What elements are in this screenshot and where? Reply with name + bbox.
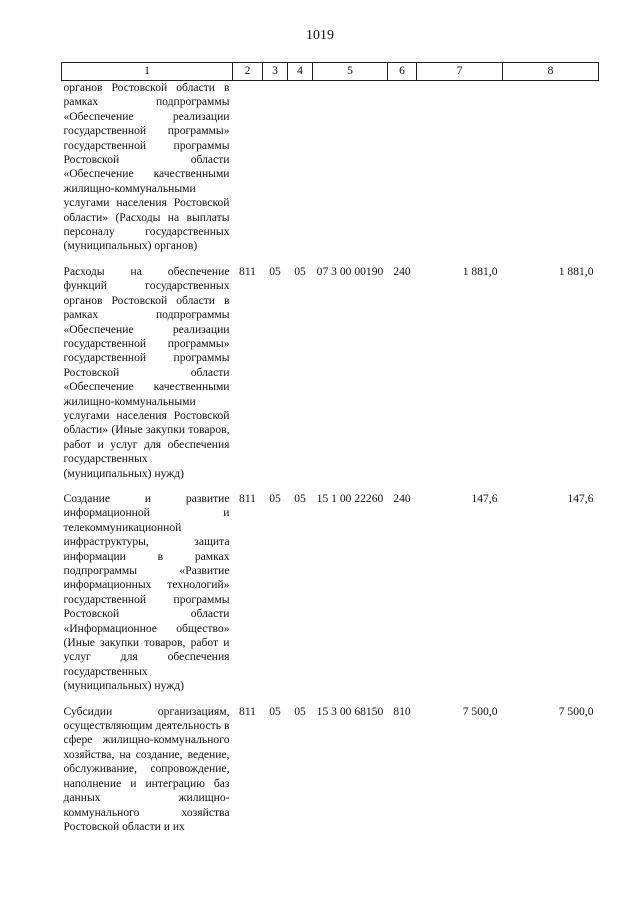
column-header-3: 3 xyxy=(263,63,288,81)
page-number: 1019 xyxy=(306,28,334,43)
cell-amount xyxy=(417,81,503,254)
cell-admin-code: 811 xyxy=(239,264,256,278)
cell-target-article: 15 1 00 22260 xyxy=(316,491,384,505)
column-header-2: 2 xyxy=(233,63,263,81)
table-row xyxy=(62,705,599,835)
cell-target-article: 15 3 00 68150 xyxy=(316,704,384,718)
cell-subsection xyxy=(288,81,313,254)
cell-amount: 7 500,0 xyxy=(462,704,498,718)
cell-section: 05 xyxy=(269,704,281,718)
cell-amount-total: 147,6 xyxy=(567,491,594,505)
cell-amount-total xyxy=(503,81,599,254)
cell-section: 05 xyxy=(269,264,281,278)
cell-target-article: 07 3 00 00190 xyxy=(316,264,384,278)
column-header-5: 5 xyxy=(313,63,388,81)
cell-subsection: 05 xyxy=(294,704,306,718)
row-description: Расходы на обеспечение функций государственных органов Ростовской области в рамках подпрограммы «Обеспечение реализации государственной программы» государственной программы Ростовской области «Обеспечение качественными жилищно-коммунальными услугами населения Ростовской области» (Иные закупки товаров, работ и услуг для обеспечения государственных (муниципальных) нужд) xyxy=(63,264,230,480)
cell-expense-type xyxy=(388,81,417,254)
cell-amount: 147,6 xyxy=(471,491,498,505)
cell-amount: 1 881,0 xyxy=(462,264,498,278)
cell-section xyxy=(263,81,288,254)
cell-expense-type: 810 xyxy=(393,704,411,718)
cell-admin-code xyxy=(233,81,263,254)
cell-subsection: 05 xyxy=(294,264,306,278)
cell-subsection: 05 xyxy=(294,491,306,505)
cell-section: 05 xyxy=(269,491,281,505)
column-header-6: 6 xyxy=(388,63,417,81)
cell-amount-total: 7 500,0 xyxy=(558,704,594,718)
table-header-row xyxy=(62,63,599,81)
cell-expense-type: 240 xyxy=(393,264,411,278)
budget-table xyxy=(61,62,599,834)
cell-expense-type: 240 xyxy=(393,491,411,505)
cell-admin-code: 811 xyxy=(239,491,256,505)
cell-admin-code: 811 xyxy=(239,704,256,718)
row-description: органов Ростовской области в рамках подпрограммы «Обеспечение реализации государственной программы» государственной программы Ростовской области «Обеспечение качественными жилищно-коммунальными услугами населения Ростовской области» (Расходы на выплаты персоналу государственных (муниципальных) органов) xyxy=(63,81,230,253)
cell-amount-total: 1 881,0 xyxy=(558,264,594,278)
row-description: Субсидии организациям, осуществляющим деятельность в сфере жилищно-коммунального хозяйства, на создание, ведение, обслуживание, сопровождение, наполнение и интеграцию баз данных жилищно-коммунального хозяйства Ростовской области и их xyxy=(63,704,230,833)
column-header-1: 1 xyxy=(62,63,233,81)
column-header-8: 8 xyxy=(503,63,599,81)
cell-target-article xyxy=(313,81,388,254)
row-description: Создание и развитие информационной и телекоммуникационной инфраструктуры, защита информации в рамках подпрограммы «Развитие информационных технологий» государственной программы Ростовской области «Информационное общество» (Иные закупки товаров, работ и услуг для обеспечения государственных (муниципальных) нужд) xyxy=(63,491,230,693)
table-row xyxy=(62,81,599,254)
column-header-7: 7 xyxy=(417,63,503,81)
table-row xyxy=(62,265,599,481)
column-header-4: 4 xyxy=(288,63,313,81)
table-row xyxy=(62,492,599,694)
